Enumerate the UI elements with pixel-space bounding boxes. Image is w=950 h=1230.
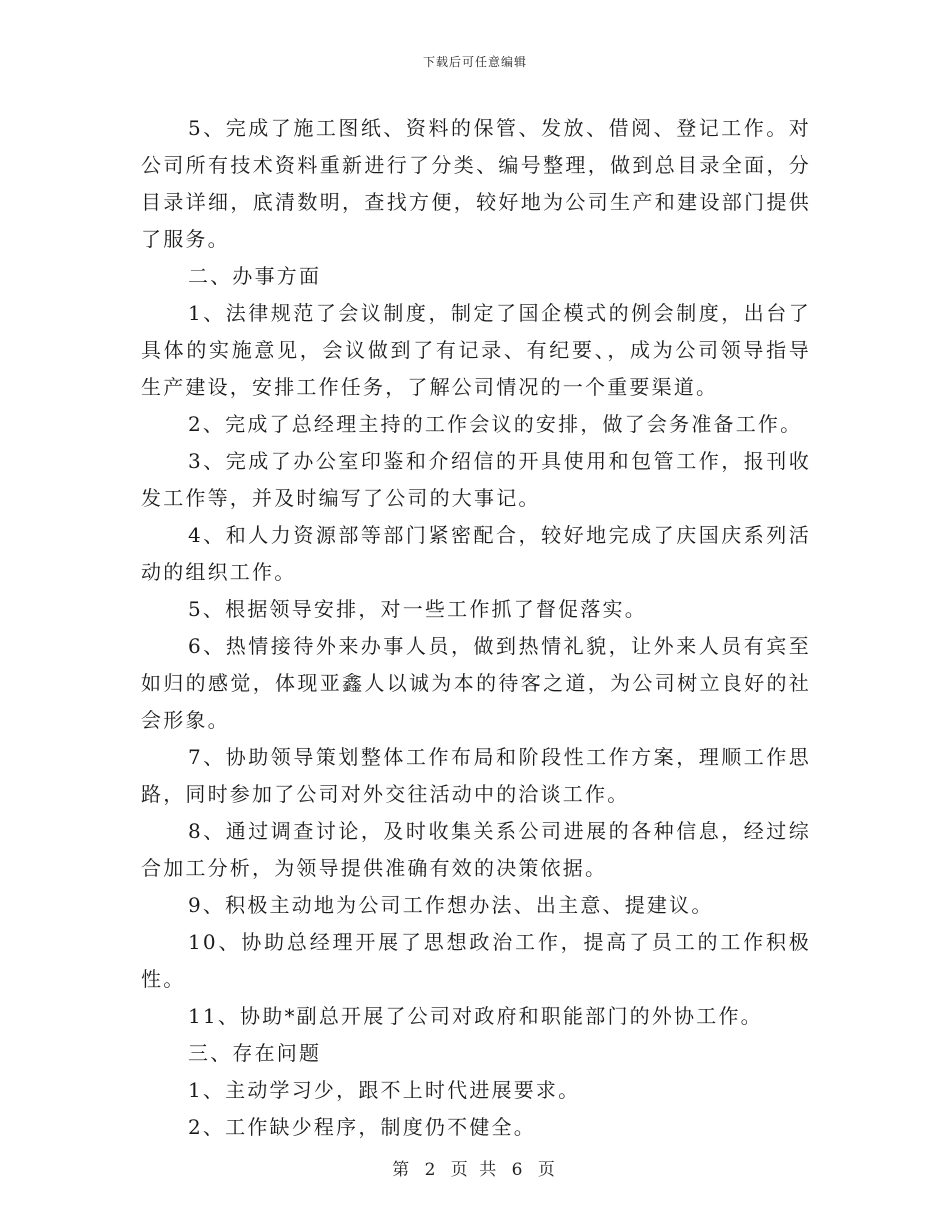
total-page-count: 6 — [511, 1160, 526, 1180]
section-heading: 三、存在问题 — [188, 1041, 322, 1065]
footer-prefix: 第 — [392, 1160, 413, 1180]
paragraph: 1、法律规范了会议制度，制定了国企模式的例会制度，出台了具体的实施意见，会议做到了有记录、有纪要、，成为公司领导指导生产建设，安排工作任务，了解公司情况的一个重要渠道。 — [141, 301, 811, 399]
paragraph: 10、协助总经理开展了思想政治工作，提高了员工的工作积极性。 — [141, 930, 811, 991]
page-header: 下载后可任意编辑 — [422, 55, 527, 69]
paragraph: 4、和人力资源部等部门紧密配合，较好地完成了庆国庆系列活动的组织工作。 — [141, 523, 811, 584]
paragraph: 2、完成了总经理主持的工作会议的安排，做了会务准备工作。 — [188, 412, 803, 436]
footer-middle: 页 共 — [450, 1160, 500, 1180]
paragraph: 5、完成了施工图纸、资料的保管、发放、借阅、登记工作。对公司所有技术资料重新进行了分类、编号整理，做到总目录全面，分目录详细，底清数明，查找方便，较好地为公司生产和建设部门提供了服务。 — [141, 116, 811, 251]
page-number-footer — [0, 1155, 950, 1180]
paragraph: 1、主动学习少，跟不上时代进展要求。 — [188, 1078, 581, 1102]
paragraph: 9、积极主动地为公司工作想办法、出主意、提建议。 — [188, 893, 714, 917]
footer-suffix: 页 — [537, 1160, 558, 1180]
paragraph: 5、根据领导安排，对一些工作抓了督促落实。 — [188, 597, 647, 621]
paragraph: 2、工作缺少程序，制度仍不健全。 — [188, 1115, 536, 1139]
section-heading: 二、办事方面 — [188, 264, 322, 288]
paragraph: 7、协助领导策划整体工作布局和阶段性工作方案，理顺工作思路，同时参加了公司对外交往活动中的洽谈工作。 — [141, 745, 811, 806]
document-body — [141, 110, 811, 1146]
paragraph: 6、热情接待外来办事人员，做到热情礼貌，让外来人员有宾至如归的感觉，体现亚鑫人以诚为本的待客之道，为公司树立良好的社会形象。 — [141, 634, 811, 732]
current-page-number: 2 — [424, 1160, 439, 1180]
paragraph: 8、通过调查讨论，及时收集关系公司进展的各种信息，经过综合加工分析，为领导提供准确有效的决策依据。 — [141, 819, 811, 880]
paragraph: 11、协助*副总开展了公司对政府和职能部门的外协工作。 — [188, 1004, 763, 1028]
paragraph: 3、完成了办公室印鉴和介绍信的开具使用和包管工作，报刊收发工作等，并及时编写了公司的大事记。 — [141, 449, 811, 510]
